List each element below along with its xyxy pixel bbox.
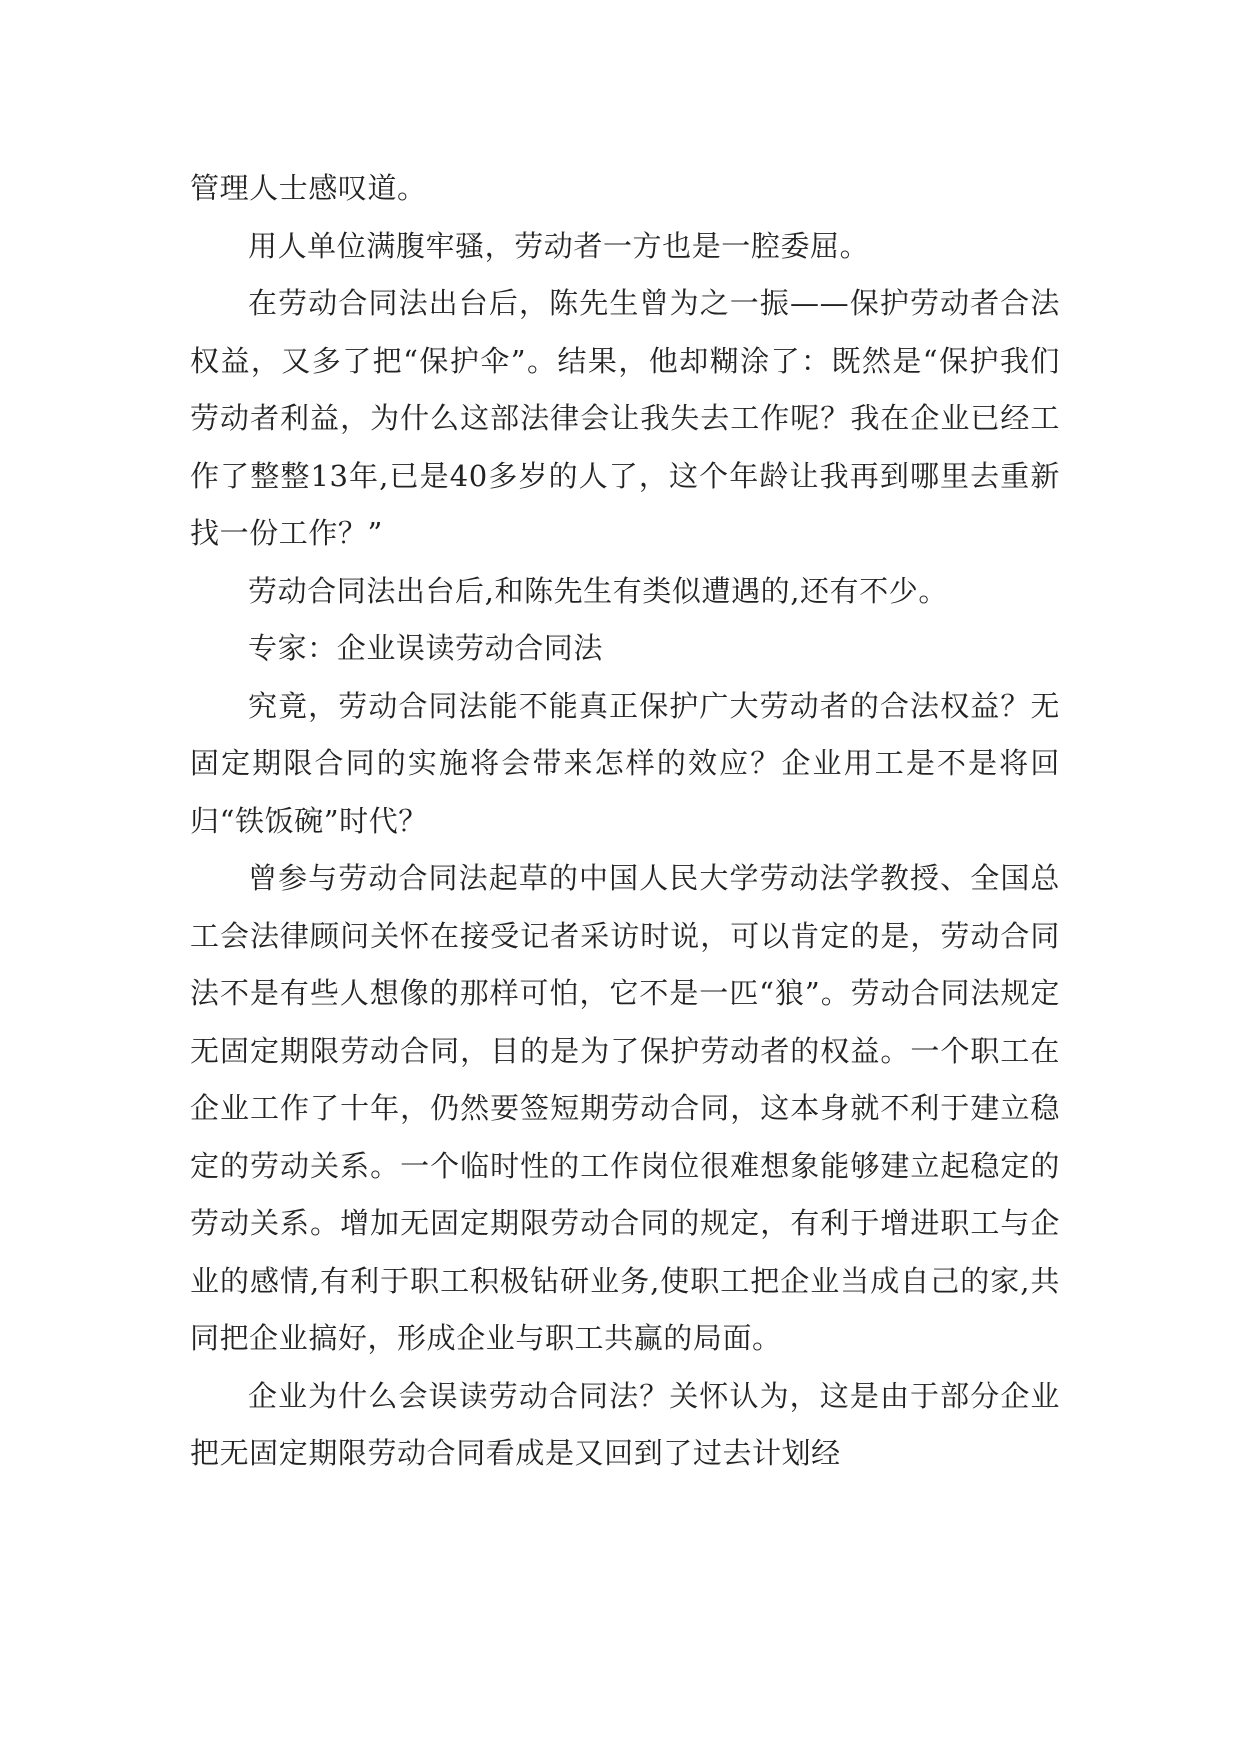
paragraph-7: 曾参与劳动合同法起草的中国人民大学劳动法学教授、全国总工会法律顾问关怀在接受记者采访时说，可以肯定的是，劳动合同法不是有些人想像的那样可怕，它不是一匹“狼”。劳动合同法规定无固定期限劳动合同，目的是为了保护劳动者的权益。一个职工在企业工作了十年，仍然要签短期劳动合同，这本身就不利于建立稳定的劳动关系。一个临时性的工作岗位很难想象能够建立起稳定的劳动关系。增加无固定期限劳动合同的规定，有利于增进职工与企业的感情,有利于职工积极钻研业务,使职工把企业当成自己的家,共同把企业搞好，形成企业与职工共赢的局面。 [190, 861, 1060, 1355]
paragraph-3: 在劳动合同法出台后，陈先生曾为之一振——保护劳动者合法权益，又多了把“保护伞”。结果，他却糊涂了：既然是“保护我们劳动者利益，为什么这部法律会让我失去工作呢？我在企业已经工作了整整13年,已是40多岁的人了，这个年龄让我再到哪里去重新找一份工作？” [190, 286, 1060, 550]
paragraph-8: 企业为什么会误读劳动合同法？关怀认为，这是由于部分企业把无固定期限劳动合同看成是又回到了过去计划经 [190, 1378, 1060, 1470]
article-body [190, 160, 1060, 1483]
section-heading: 专家：企业误读劳动合同法 [248, 631, 603, 665]
paragraph-6: 究竟，劳动合同法能不能真正保护广大劳动者的合法权益？无固定期限合同的实施将会带来怎样的效应？企业用工是不是将回归“铁饭碗”时代？ [190, 688, 1060, 838]
paragraph-2: 用人单位满腹牢骚，劳动者一方也是一腔委屈。 [248, 228, 870, 263]
paragraph-4: 劳动合同法出台后,和陈先生有类似遭遇的,还有不少。 [248, 573, 948, 608]
paragraph-1: 管理人士感叹道。 [190, 171, 427, 205]
